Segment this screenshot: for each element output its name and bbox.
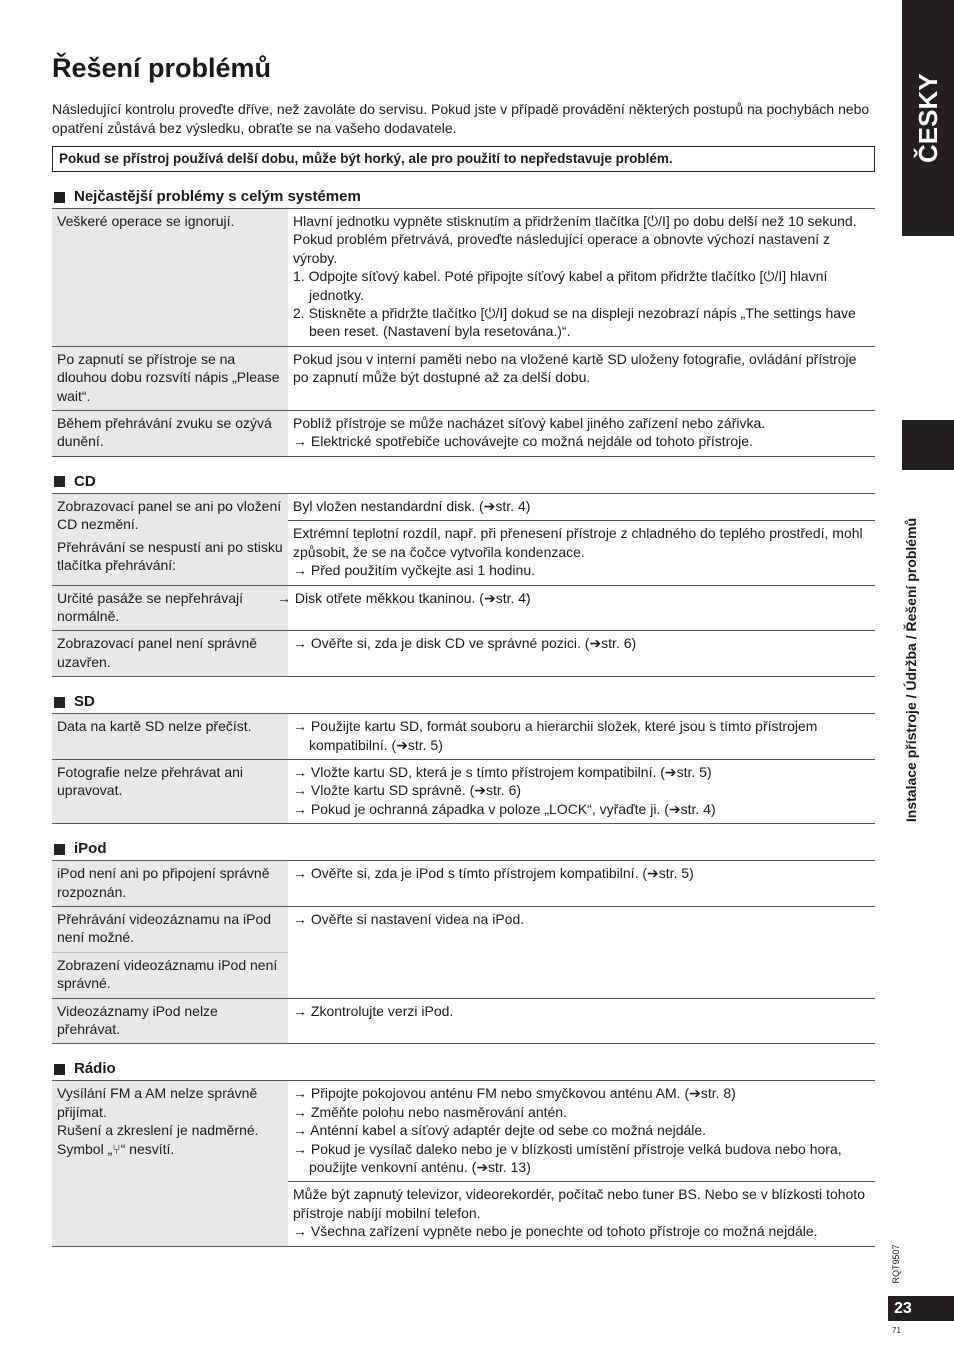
problem-cell: Data na kartě SD nelze přečíst. — [52, 714, 288, 760]
problem-cell: Veškeré operace se ignorují. — [52, 209, 288, 347]
problem-cell: Fotografie nelze přehrávat ani upravovat. — [52, 759, 288, 823]
solution-cell: → Vložte kartu SD, která je s tímto přístrojem kompatibilní. (➔str. 5) → Vložte kartu SD správně. (➔str. 6) → Pokud je ochranná západka v poloze „LOCK“, vyřaďte ji. (➔str. 4) — [288, 759, 875, 823]
table-row — [52, 209, 875, 347]
problem-cell: Zobrazovací panel se ani po vložení CD nezmění. Přehrávání se nespustí ani po stisku tlačítka přehrávání: — [52, 493, 288, 585]
page-title: Řešení problémů — [52, 53, 272, 83]
table-row — [52, 714, 875, 760]
section-radio-heading: Rádio — [52, 1060, 875, 1078]
sd-table — [52, 713, 875, 824]
language-label: ČESKY — [913, 73, 943, 163]
square-bullet-icon — [54, 844, 65, 855]
section-cd-heading: CD — [52, 473, 875, 491]
square-bullet-icon — [54, 697, 65, 708]
problem-cell: Přehrávání videozáznamu na iPod není možné. — [52, 906, 288, 952]
table-row — [52, 346, 875, 410]
problem-cell: Během přehrávání zvuku se ozývá dunění. — [52, 411, 288, 457]
section-system-heading: Nejčastější problémy s celým systémem — [52, 188, 875, 206]
problem-cell: Určité pasáže se nepřehrávají normálně. — [52, 585, 288, 631]
table-row — [52, 585, 875, 631]
table-row — [52, 493, 875, 520]
problem-cell: Po zapnutí se přístroje se na dlouhou dobu rozsvítí nápis „Please wait“. — [52, 346, 288, 410]
problem-cell: iPod není ani po připojení správně rozpoznán. — [52, 861, 288, 907]
table-row — [52, 998, 875, 1044]
solution-cell: Extrémní teplotní rozdíl, např. při přenesení přístroje z chladného do teplého prostředí, mohl způsobit, že se na čočce vytvořila kondenzace. → Před použitím vyčkejte asi 1 hodinu. — [288, 521, 875, 585]
solution-cell: → Použijte kartu SD, formát souboru a hierarchii složek, které jsou s tímto přístrojem kompatibilní. (➔str. 5) — [293, 718, 818, 753]
solution-cell: → Ověřte si, zda je disk CD ve správné pozici. (➔str. 6) — [288, 631, 875, 677]
problem-cell: Zobrazovací panel není správně uzavřen. — [52, 631, 288, 677]
main-content — [52, 50, 875, 1247]
table-row — [52, 631, 875, 677]
solution-cell: → Ověřte si, zda je iPod s tímto přístrojem kompatibilní. (➔str. 5) — [293, 865, 694, 882]
section-tab-marker — [902, 420, 954, 470]
table-row — [52, 861, 875, 907]
page-number: 23 — [888, 1296, 954, 1321]
section-sd-heading: SD — [52, 693, 875, 711]
warning-box: Pokud se přístroj používá delší dobu, může být horký, ale pro použití to nepředstavuje problém. — [52, 146, 875, 172]
table-row — [52, 759, 875, 823]
radio-table — [52, 1080, 875, 1246]
system-table — [52, 208, 875, 457]
solution-cell: Poblíž přístroje se může nacházet síťový kabel jiného zařízení nebo zářivka. → Elektrické spotřebiče uchovávejte co možná nejdále od tohoto přístroje. — [288, 411, 875, 457]
cd-table — [52, 493, 875, 677]
ipod-table — [52, 860, 875, 1044]
small-page-number: 71 — [892, 1326, 901, 1335]
solution-cell: Může být zapnutý televizor, videorekordér, počítač nebo tuner BS. Nebo se v blízkosti tohoto přístroje nabíjí mobilní telefon. → Všechna zařízení vypněte nebo je ponechte od tohoto přístroje co možná nejdále. — [288, 1182, 875, 1246]
square-bullet-icon — [54, 192, 65, 203]
problem-cell: Vysílání FM a AM nelze správně přijímat. Rušení a zkreslení je nadměrné. Symbol „⑂“ nesvítí. — [52, 1081, 288, 1246]
table-row — [52, 1081, 875, 1182]
table-row — [52, 411, 875, 457]
intro-paragraph: Následující kontrolu proveďte dříve, než zavoláte do servisu. Pokud jste v případě provádění některých postupů na pochybách nebo opatření zůstává bez výsledku, obraťte se na vašeho dodavatele. — [52, 101, 870, 136]
table-row — [52, 906, 875, 952]
square-bullet-icon — [54, 476, 65, 487]
solution-cell: Byl vložen nestandardní disk. (➔str. 4) — [293, 497, 531, 514]
solution-cell: Hlavní jednotku vypněte stisknutím a přidržením tlačítka [⏻/I] po dobu delší než 10 sekund. Pokud problém přetrvává, proveďte následující operace a obnovte výchozí nastavení z výroby. 1. Odpojte síťový kabel. Poté připojte síťový kabel a přitom přidržte tlačítko [⏻/I] hlavní jednotky. 2. Stiskněte a přidržte tlačítko [⏻/I] dokud se na displeji nezobrazí nápis „The settings have been reset. (Nastavení byla resetována.)“. — [293, 213, 857, 340]
square-bullet-icon — [54, 1064, 65, 1075]
problem-cell: Videozáznamy iPod nelze přehrávat. — [52, 998, 288, 1044]
solution-cell: → Zkontrolujte verzi iPod. — [288, 998, 875, 1044]
problem-cell: Zobrazení videozáznamu iPod není správné. — [52, 952, 288, 998]
section-ipod-heading: iPod — [52, 840, 875, 858]
solution-cell: Pokud jsou v interní paměti nebo na vložené kartě SD uloženy fotografie, ovládání přístroje po zapnutí může být dostupné až za delší dobu. — [288, 346, 875, 410]
solution-cell: → Ověřte si nastavení videa na iPod. — [288, 906, 875, 998]
solution-cell: → Disk otřete měkkou tkaninou. (➔str. 4) — [288, 585, 875, 631]
solution-cell: → Připojte pokojovou anténu FM nebo smyčkovou anténu AM. (➔str. 8) → Změňte polohu nebo nasměrování antén. → Anténní kabel a síťový adaptér dejte od sebe co možná nejdále. → Pokud je vysílač daleko nebo je v blízkosti umístění přístroje velká budova nebo hora, použijte venkovní anténu. (➔str. 13) — [293, 1085, 842, 1176]
